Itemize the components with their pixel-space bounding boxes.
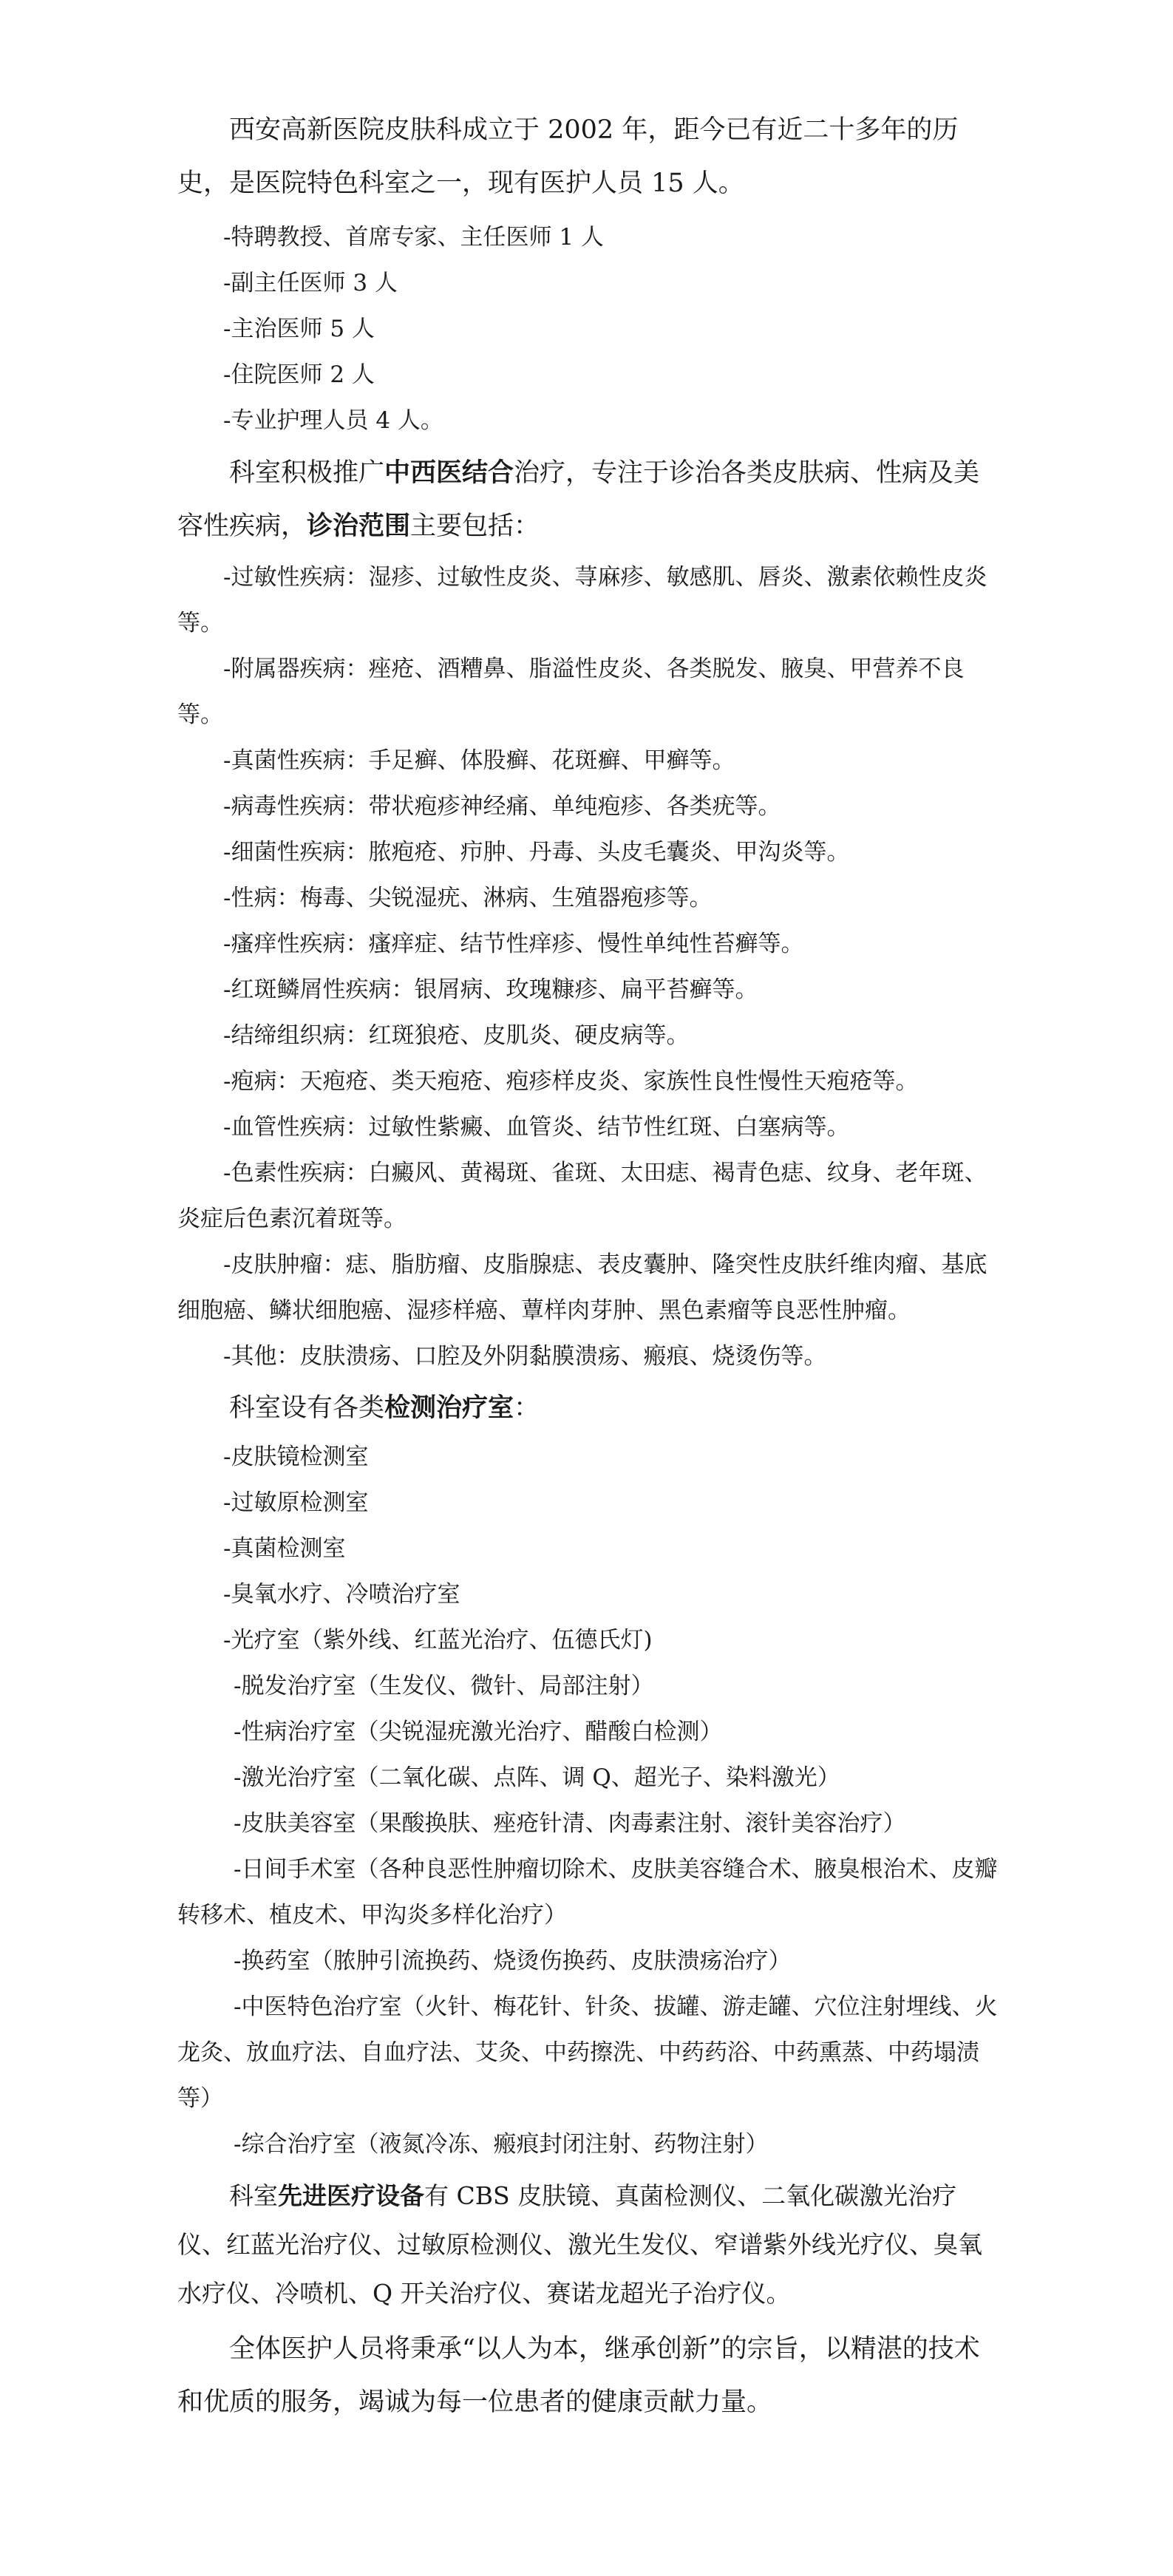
disease-item: -附属器疾病：痤疮、酒糟鼻、脂溢性皮炎、各类脱发、腋臭、甲营养不良等。	[177, 656, 965, 728]
room-item: -换药室（脓肿引流换药、烧烫伤换药、皮肤溃疡治疗）	[234, 1948, 792, 1974]
staff-item: -副主任医师 3 人	[223, 270, 398, 296]
room-item: -皮肤镜检测室	[223, 1444, 369, 1470]
disease-item: -细菌性疾病：脓疱疮、疖肿、丹毒、头皮毛囊炎、甲沟炎等。	[223, 839, 850, 866]
staff-list	[177, 214, 998, 444]
room-item: -综合治疗室（液氮冷冻、瘢痕封闭注射、药物注射）	[234, 2131, 769, 2158]
room-item: -日间手术室（各种良恶性肿瘤切除术、皮肤美容缝合术、腋臭根治术、皮瓣转移术、植皮术、甲沟炎多样化治疗）	[177, 1856, 998, 1928]
room-item: -皮肤美容室（果酸换肤、痤疮针清、肉毒素注射、滚针美容治疗）	[234, 1810, 906, 1837]
disease-item: -红斑鳞屑性疾病：银屑病、玫瑰糠疹、扁平苔癣等。	[223, 976, 758, 1003]
rooms-bold-1: 检测治疗室	[384, 1393, 514, 1423]
scope-text-2: 治疗，专注于诊治各类皮肤病、性病及美容性疾病，	[177, 458, 980, 541]
scope-intro-paragraph	[177, 446, 998, 553]
document-page	[177, 103, 998, 2429]
rooms-text-2: ：	[514, 1393, 540, 1423]
disease-item: -瘙痒性疾病：瘙痒症、结节性痒疹、慢性单纯性苔癣等。	[223, 931, 804, 957]
staff-item: -特聘教授、首席专家、主任医师 1 人	[223, 224, 604, 251]
disease-item: -过敏性疾病：湿疹、过敏性皮炎、荨麻疹、敏感肌、唇炎、激素依赖性皮炎等。	[177, 564, 987, 636]
room-item: -中医特色治疗室（火针、梅花针、针灸、拔罐、游走罐、穴位注射埋线、火龙灸、放血疗法、自血疗法、艾灸、中药擦洗、中药药浴、中药熏蒸、中药塌渍等）	[177, 1994, 998, 2112]
equipment-bold-1: 先进医疗设备	[278, 2181, 424, 2210]
staff-item: -住院医师 2 人	[223, 361, 375, 388]
disease-list	[177, 554, 998, 1379]
disease-item: -病毒性疾病：带状疱疹神经痛、单纯疱疹、各类疣等。	[223, 793, 781, 820]
scope-text-3: 主要包括：	[410, 512, 540, 541]
disease-item: -皮肤肿瘤：痣、脂肪瘤、皮脂腺痣、表皮囊肿、隆突性皮肤纤维肉瘤、基底细胞癌、鳞状细胞癌、湿疹样癌、蕈样肉芽肿、黑色素瘤等良恶性肿瘤。	[177, 1251, 987, 1324]
room-item: -性病治疗室（尖锐湿疣激光治疗、醋酸白检测）	[234, 1719, 723, 1745]
disease-item: -色素性疾病：白癜风、黄褐斑、雀斑、太田痣、褐青色痣、纹身、老年斑、炎症后色素沉着斑等。	[177, 1160, 987, 1232]
disease-item: -真菌性疾病：手足癣、体股癣、花斑癣、甲癣等。	[223, 747, 735, 774]
disease-item: -其他：皮肤溃疡、口腔及外阴黏膜溃疡、瘢痕、烧烫伤等。	[223, 1343, 827, 1370]
disease-item: -疱病：天疱疮、类天疱疮、疱疹样皮炎、家族性良性慢性天疱疮等。	[223, 1068, 919, 1095]
rooms-intro-paragraph	[177, 1382, 998, 1434]
scope-text-1: 科室积极推广	[229, 458, 385, 488]
room-item: -真菌检测室	[223, 1535, 346, 1562]
scope-bold-2: 诊治范围	[307, 511, 411, 541]
staff-item: -主治医师 5 人	[223, 316, 375, 342]
staff-item: -专业护理人员 4 人。	[223, 407, 443, 434]
room-item: -激光治疗室（二氧化碳、点阵、调 Q、超光子、染料激光）	[234, 1764, 840, 1791]
closing-paragraph: 全体医护人员将秉承“以人为本，继承创新”的宗旨，以精湛的技术和优质的服务，竭诚为每一位患者的健康贡献力量。	[177, 2334, 980, 2417]
disease-item: -血管性疾病：过敏性紫癜、血管炎、结节性红斑、白塞病等。	[223, 1114, 850, 1141]
rooms-list	[177, 1434, 998, 2167]
disease-item: -性病：梅毒、尖锐湿疣、淋病、生殖器疱疹等。	[223, 885, 713, 911]
room-item: -光疗室（紫外线、红蓝光治疗、伍德氏灯)	[223, 1627, 653, 1654]
scope-bold-1: 中西医结合	[384, 458, 514, 488]
rooms-text-1: 科室设有各类	[229, 1393, 385, 1423]
room-item: -过敏原检测室	[223, 1489, 369, 1516]
disease-item: -结缔组织病：红斑狼疮、皮肌炎、硬皮病等。	[223, 1022, 690, 1049]
room-item: -臭氧水疗、冷喷治疗室	[223, 1581, 460, 1608]
equipment-paragraph	[177, 2172, 998, 2318]
equipment-text-1: 科室	[229, 2181, 278, 2210]
intro-paragraph: 西安高新医院皮肤科成立于 2002 年，距今已有近二十多年的历史，是医院特色科室之一，现有医护人员 15 人。	[177, 115, 959, 198]
room-item: -脱发治疗室（生发仪、微针、局部注射）	[234, 1673, 654, 1699]
equipment-text-2: 有 CBS 皮肤镜、真菌检测仪、二氧化碳激光治疗仪、红蓝光治疗仪、过敏原检测仪、激光生发仪、窄谱紫外线光疗仪、臭氧水疗仪、冷喷机、Q 开关治疗仪、赛诺龙超光子治疗仪。	[177, 2181, 982, 2308]
